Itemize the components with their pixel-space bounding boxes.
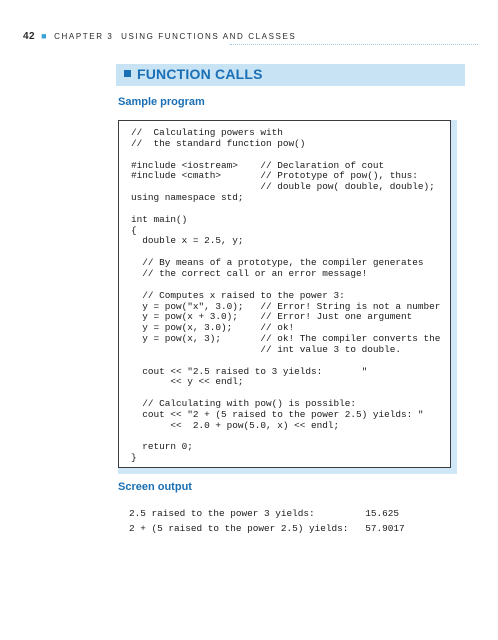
code-line: << 2.0 + pow(5.0, x) << endl; bbox=[131, 419, 340, 431]
code-line: cout << "2 + (5 raised to the power 2.5) yields: " bbox=[131, 408, 424, 420]
code-line: y = pow(x, 3.0); // ok! bbox=[131, 322, 295, 334]
page-number: 42 bbox=[23, 31, 36, 42]
code-line: // the correct call or an error message! bbox=[131, 267, 368, 279]
code-line: y = pow("x", 3.0); // Error! String is not a number bbox=[131, 300, 441, 312]
code-line: y = pow(x + 3.0); // Error! Just one argument bbox=[131, 311, 413, 323]
running-header bbox=[23, 31, 478, 42]
header-dotted-rule bbox=[230, 44, 478, 45]
code-line: #include <iostream> // Declaration of cout bbox=[131, 159, 385, 171]
code-line: int main() bbox=[131, 213, 188, 225]
code-line: #include <cmath> // Prototype of pow(), thus: bbox=[131, 170, 418, 182]
section-heading-band bbox=[116, 64, 465, 86]
code-listing-box bbox=[118, 120, 451, 468]
code-line: // the standard function pow() bbox=[131, 137, 306, 149]
code-line: // Computes x raised to the power 3: bbox=[131, 289, 345, 301]
code-line: // double pow( double, double); bbox=[131, 181, 435, 193]
code-line: // Calculating powers with bbox=[131, 127, 283, 138]
section-title bbox=[124, 66, 263, 82]
screen-output bbox=[129, 506, 405, 536]
code-line: y = pow(x, 3); // ok! The compiler converts the bbox=[131, 333, 441, 345]
screen-output-label: Screen output bbox=[118, 481, 192, 493]
chapter-label: CHAPTER 3 bbox=[54, 32, 114, 41]
output-line: 2 + (5 raised to the power 2.5) yields: 57.9017 bbox=[129, 523, 405, 534]
code-line: // int value 3 to double. bbox=[131, 343, 402, 355]
code-line: } bbox=[131, 452, 137, 464]
code-line: cout << "2.5 raised to 3 yields: " bbox=[131, 365, 368, 377]
code-line: double x = 2.5, y; bbox=[131, 235, 244, 247]
code-line: // Calculating with pow() is possible: bbox=[131, 398, 357, 410]
code-line: using namespace std; bbox=[131, 192, 244, 204]
chapter-title: USING FUNCTIONS AND CLASSES bbox=[121, 32, 297, 41]
sample-program-label: Sample program bbox=[118, 96, 205, 108]
code-line: { bbox=[131, 224, 137, 236]
code-line: // By means of a prototype, the compiler generates bbox=[131, 257, 424, 269]
heading-square-icon bbox=[124, 70, 131, 77]
separator-square-icon: ■ bbox=[41, 31, 49, 41]
section-title-text: FUNCTION CALLS bbox=[137, 66, 263, 82]
code-listing bbox=[131, 128, 440, 464]
code-line: return 0; bbox=[131, 441, 193, 453]
code-listing-shadow bbox=[118, 120, 457, 474]
output-line: 2.5 raised to the power 3 yields: 15.625 bbox=[129, 508, 400, 519]
code-line bbox=[131, 356, 440, 367]
code-line bbox=[131, 150, 440, 161]
code-line: << y << endl; bbox=[131, 376, 244, 388]
